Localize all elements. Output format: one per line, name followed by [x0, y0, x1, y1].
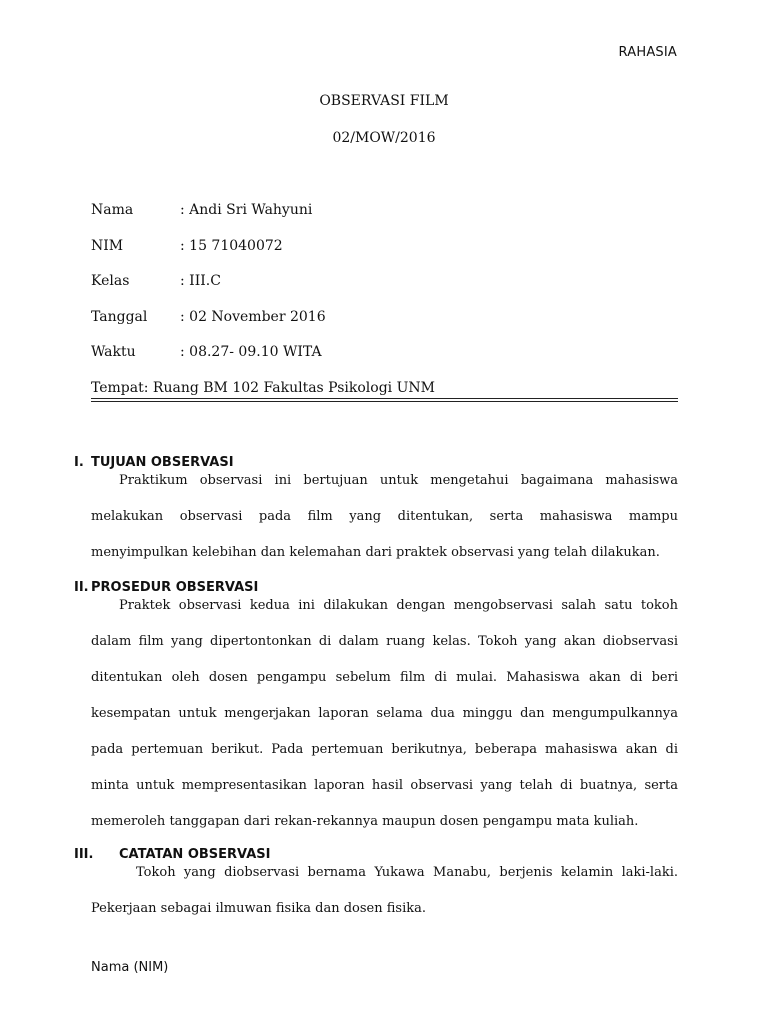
info-row-kelas	[91, 273, 221, 289]
info-value: : 08.27- 09.10 WITA	[180, 344, 322, 360]
info-value: : 02 November 2016	[180, 309, 326, 325]
section-body-tujuan: Praktikum observasi ini bertujuan untuk mengetahui bagaimana mahasiswa melakukan observasi pada film yang ditentukan, serta mahasiswa mampu menyimpulkan kelebihan dan kelemahan dari praktek observasi yang telah dilakukan.	[91, 473, 678, 560]
section-body-prosedur: Praktek observasi kedua ini dilakukan dengan mengobservasi salah satu tokoh dalam film yang dipertontonkan di dalam ruang kelas. Tokoh yang akan diobservasi ditentukan oleh dosen pengampu sebelum film di mulai. Mahasiswa akan di beri kesempatan untuk mengerjakan laporan selama dua minggu dan mengumpulkannya pada pertemuan berikut. Pada pertemuan berikutnya, beberapa mahasiswa akan di minta untuk mempresentasikan laporan hasil observasi yang telah di buatnya, serta memeroleh tanggapan dari rekan-rekannya maupun dosen pengampu mata kuliah.	[91, 598, 678, 829]
info-label: Nama	[91, 202, 134, 218]
double-rule-top	[91, 398, 678, 399]
info-label: Tanggal	[91, 309, 148, 325]
info-label: NIM	[91, 238, 124, 254]
info-value: : III.C	[180, 273, 221, 289]
info-label: Kelas	[91, 273, 130, 289]
info-label: Waktu	[91, 344, 136, 360]
document-code: 02/MOW/2016	[332, 130, 436, 146]
location-line: Tempat: Ruang BM 102 Fakultas Psikologi UNM	[91, 380, 435, 396]
section-number: II.	[74, 580, 89, 595]
info-row-tanggal	[91, 309, 326, 325]
double-rule-bottom	[91, 401, 678, 402]
info-value: : Andi Sri Wahyuni	[180, 202, 313, 218]
section-title: TUJUAN OBSERVASI	[91, 455, 234, 470]
section-body-catatan: Tokoh yang diobservasi bernama Yukawa Manabu, berjenis kelamin laki-laki. Pekerjaan sebagai ilmuwan fisika dan dosen fisika.	[91, 865, 678, 916]
info-value: : 15 71040072	[180, 238, 283, 254]
document-title: OBSERVASI FILM	[319, 93, 449, 109]
info-row-nim	[91, 238, 283, 254]
footer-name-label: Nama (NIM)	[91, 960, 169, 975]
info-row-waktu	[91, 344, 322, 360]
section-title: CATATAN OBSERVASI	[119, 847, 271, 862]
section-number: I.	[74, 455, 84, 470]
section-number: III.	[74, 847, 94, 862]
section-title: PROSEDUR OBSERVASI	[91, 580, 259, 595]
classification-label: RAHASIA	[618, 45, 677, 60]
info-row-nama	[91, 202, 312, 218]
